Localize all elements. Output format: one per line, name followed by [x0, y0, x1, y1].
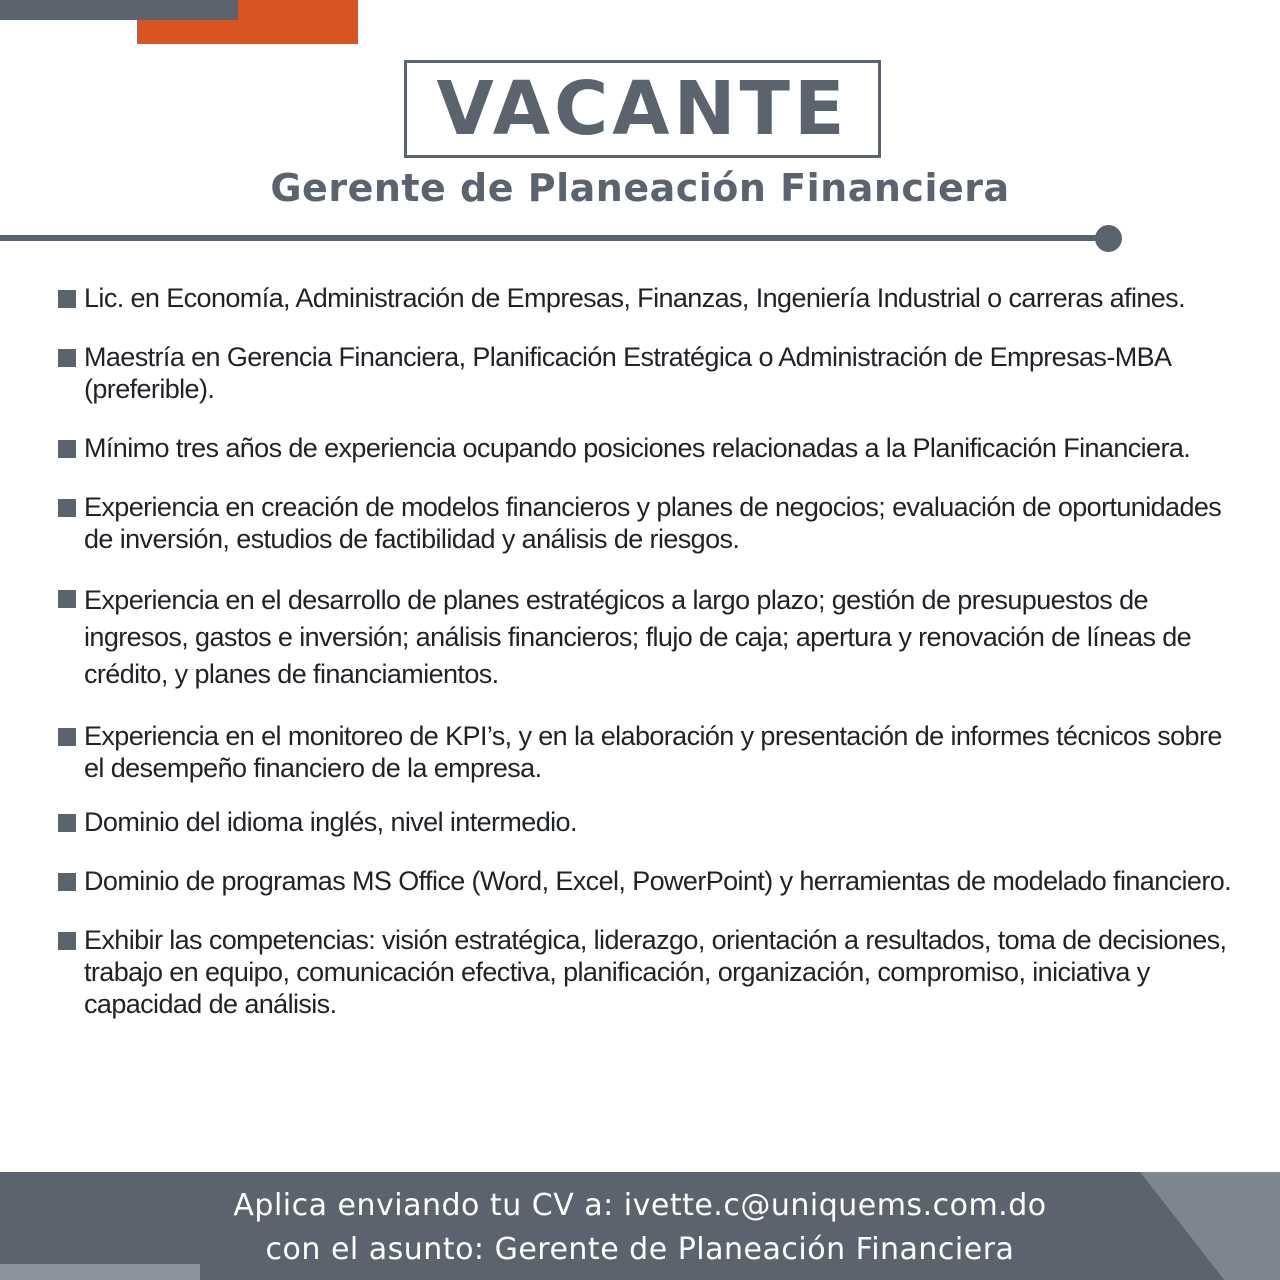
requirement-text: Mínimo tres años de experiencia ocupando posiciones relacionadas a la Planificación Financiera.: [84, 433, 1191, 463]
list-item: [58, 282, 1248, 314]
square-bullet-icon: [58, 814, 76, 832]
list-item: [58, 341, 1248, 405]
footer-banner: [0, 1172, 1280, 1280]
square-bullet-icon: [58, 590, 76, 608]
list-item: [58, 865, 1248, 897]
list-item: [58, 491, 1248, 555]
accent-bar-gray: [0, 0, 238, 20]
square-bullet-icon: [58, 290, 76, 308]
square-bullet-icon: [58, 728, 76, 746]
requirement-text: Experiencia en creación de modelos financieros y planes de negocios; evaluación de oportunidades de inversión, estudios de factibilidad y análisis de riesgos.: [84, 492, 1222, 554]
requirement-text: Maestría en Gerencia Financiera, Planificación Estratégica o Administración de Empresas-MBA (preferible).: [84, 342, 1170, 404]
list-item: [58, 720, 1248, 784]
square-bullet-icon: [58, 440, 76, 458]
list-item: [58, 582, 1248, 693]
square-bullet-icon: [58, 932, 76, 950]
requirements-list: [58, 282, 1248, 1020]
requirement-text: Dominio del idioma inglés, nivel intermedio.: [84, 807, 577, 837]
requirement-text: Experiencia en el desarrollo de planes estratégicos a largo plazo; gestión de presupuestos de ingresos, gastos e inversión; análisis financieros; flujo de caja; apertura y renovación de líneas de crédito, y planes de financiamientos.: [84, 585, 1192, 689]
page-title: VACANTE: [436, 66, 849, 152]
divider-dot: [1095, 225, 1122, 252]
job-title: Gerente de Planeación Financiera: [270, 166, 1010, 210]
list-item: [58, 806, 1248, 838]
square-bullet-icon: [58, 499, 76, 517]
requirement-text: Exhibir las competencias: visión estratégica, liderazgo, orientación a resultados, toma de decisiones, trabajo en equipo, comunicación efectiva, planificación, organización, compromiso, iniciativa y capacidad de análisis.: [84, 925, 1227, 1019]
square-bullet-icon: [58, 349, 76, 367]
square-bullet-icon: [58, 873, 76, 891]
list-item: [58, 432, 1248, 464]
divider-line: [0, 235, 1100, 241]
title-box: [404, 60, 881, 158]
apply-subject: con el asunto: Gerente de Planeación Financiera: [265, 1232, 1015, 1267]
requirement-text: Experiencia en el monitoreo de KPI’s, y en la elaboración y presentación de informes técnicos sobre el desempeño financiero de la empresa.: [84, 721, 1222, 783]
requirement-text: Lic. en Economía, Administración de Empresas, Finanzas, Ingeniería Industrial o carreras afines.: [84, 283, 1185, 313]
apply-instructions: Aplica enviando tu CV a: ivette.c@uniquems.com.do: [233, 1188, 1047, 1223]
list-item: [58, 924, 1248, 1020]
requirement-text: Dominio de programas MS Office (Word, Excel, PowerPoint) y herramientas de modelado financiero.: [84, 866, 1232, 896]
